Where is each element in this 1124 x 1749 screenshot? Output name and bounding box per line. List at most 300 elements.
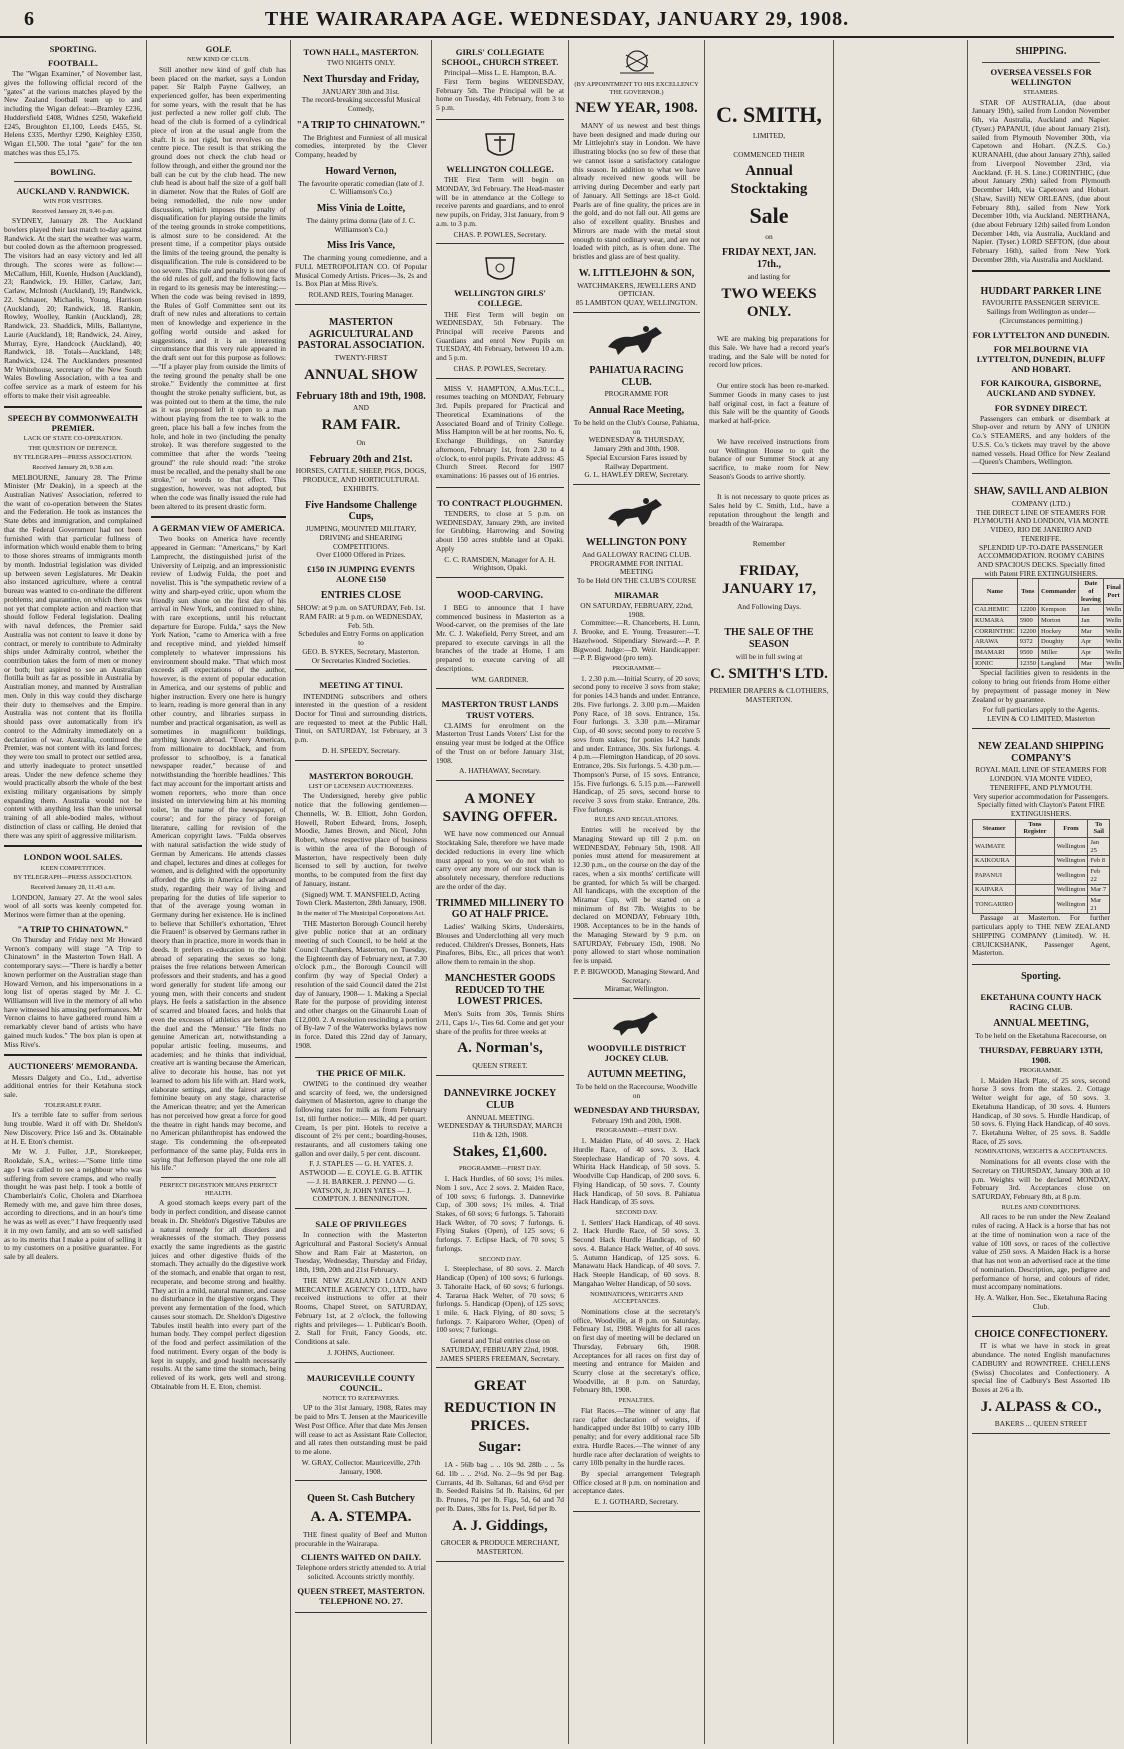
article-subheading: STEAMERS. [1023, 89, 1059, 97]
ad-headline: C. SMITH, [716, 102, 822, 127]
divider [14, 162, 132, 163]
ad-headline: Annual Race Meeting, [588, 405, 685, 417]
ad-text: Passengers can embark or disembark at Shop-over and return by ANY of UNION Co.'s STEAMERS, and any holders of the U.S.S. Co.'s tickets may travel by the above named vessels. Head Office for New Zealand—Queen's Chambers, Wellington. [972, 413, 1110, 467]
ad-text: THE First Term will begin on MONDAY, 3rd February. The Head-master will be in attendance at the College to receive parents and guardians, and to enrol new pupils, on Friday, 31st January, from 9 a.m. to 3 p.m. [436, 175, 564, 228]
table-cell: Morton [1038, 616, 1078, 627]
giddings-grocer-ad [436, 1371, 564, 1561]
table-cell: KAIKOURA [973, 856, 1016, 867]
table-cell: IONIC [973, 658, 1018, 669]
spacer [709, 40, 829, 98]
ad-headline: A. Norman's, [457, 1040, 543, 1057]
table-row [973, 867, 1110, 885]
ad-text: COMMENCED THEIR [733, 149, 805, 159]
ad-text: THURSDAY, FEBRUARY 13TH, 1908. [979, 1044, 1103, 1065]
ad-text: AND [352, 403, 369, 413]
ad-text: Over £1000 Offered in Prizes. [316, 550, 406, 560]
norman-sale-ad [436, 784, 564, 1076]
ad-text: QUEEN STREET. [472, 1061, 528, 1071]
table-header-row [973, 579, 1124, 605]
article-subheading: NEW KIND OF CLUB. [186, 56, 251, 64]
table-header: From [1054, 819, 1088, 837]
ad-text: TENDERS, to close at 5 p.m. on WEDNESDAY, January 29th, are invited for Grubbing, Harrowing and Sowing about 150 acres stubble land at Opaki. Apply [436, 508, 564, 553]
column-2 [147, 40, 290, 1744]
ad-signature: WM. GARDINER. [471, 674, 529, 684]
ad-headline: Stakes, £1,600. [452, 1143, 548, 1160]
ad-text: 1. Hack Hurdles, of 60 sovs; 1½ miles. Nom 1 sov., Acc 2 sovs. 2. Maiden Race, of 100 sovs; 6 furlongs. 3. Dannevirke Cup, of 300 sovs; 1½ miles. 4. Trial Stakes, of 60 sovs; 6 furlongs. 5. Tahoraiti Hack Welter, of 70 sovs; 7 furlongs. 6. Flying Stakes (Open), of 125 sovs; 6 furlongs. 7. Eclipse Hack, of 70 sovs; 5 furlongs. [436, 1174, 564, 1253]
ad-headline: Howard Vernon, [325, 165, 397, 177]
ad-text: The record-breaking successful Musical Comedy, [301, 95, 421, 114]
route-heading: FOR SYDNEY DIRECT. [994, 402, 1088, 413]
table-cell: Mar [1079, 658, 1104, 669]
dateline: BY TELEGRAPH—PRESS ASSOCIATION. [13, 874, 133, 882]
ad-signature: (Signed) WM. T. MANSFIELD, Acting Town Clerk. Masterton, 28th January, 1908. [295, 889, 427, 908]
section-heading: SHIPPING. [1015, 46, 1067, 57]
ad-text: Entries will be received by the Managing Steward up till 2 p.m. on WEDNESDAY, February 5th, 1908. All ponies must attend for measurement at 12.30 p.m., on the course on the day of the races, when a six months' certificate will be granted, for which 5s will be charged. All handicaps, with the exception of the Miramar Cup, will be started on a minimum of 8st 7lb. Weights to be declared on MONDAY, February 10th, 1908. Acceptances to be in the hands of the Managing Steward by 9 p.m. on SATURDAY, February 15th, 1908. No pony allowed to start whose nomination fee is unpaid. [573, 825, 700, 966]
article-subheading: THE QUESTION OF DEFENCE. [28, 444, 118, 452]
ad-text: SPLENDID UP-TO-DATE PASSENGER ACCOMMODATION. ROOMY CABINS AND SPACIOUS DECKS. Specially fitted with Patent FIRE EXTINGUISHERS. [977, 542, 1105, 578]
ad-text: On [356, 437, 366, 447]
table-cell: Jan 25 [1088, 838, 1110, 856]
article-text: Mr W. J. Fuller, J.P., Storekeeper, Rookdale, S.A., writes:—"Some little time ago I was called to see a neighbour who was suffering from severe cramps, and who really thought he was past help. I took a bottle of Chamberlain's Colic, Cholera and Diarrhoea Remedy with me, and gave him three doses, according to directions, and in an hour's time he was as well as ever." I have frequently used it in my own family, and am so well satisfied as to its merits that I make a point of selling it to my customers on a positive guarantee. For sale by all dealers. [4, 1147, 142, 1262]
ad-text: WEDNESDAY & THURSDAY, [588, 435, 685, 445]
ad-text: BAKERS ... QUEEN STREET [994, 1419, 1088, 1429]
section-heading: BOWLING. [50, 166, 96, 177]
ad-text: By special arrangement Telegraph Office closed at 8 p.m. on nomination and acceptance dates. [573, 1468, 700, 1496]
divider [14, 181, 132, 182]
ad-text: JUMPING, MOUNTED MILITARY, DRIVING and SHEARING COMPETITIONS. [305, 524, 417, 551]
ad-text: Our entire stock has been re-marked. Summer Goods in many cases to just half original cost, in fact a feature of this Sale will be the quantity of Goods marked at half-price. [709, 381, 829, 426]
ad-headline: FRIDAY, JANUARY 17, [722, 563, 816, 597]
ad-text: FAVOURITE PASSENGER SERVICE. [982, 298, 1100, 308]
ad-signature: Hy. A. Walker, Hon. Sec., Eketahuna Racing Club. [975, 1293, 1107, 1311]
ad-subheading: SECOND DAY. [479, 1255, 521, 1263]
milk-price-notice [295, 1061, 427, 1209]
ad-headline: Five Handsome Challenge Cups, [305, 499, 417, 523]
table-cell: IMAMARI [973, 648, 1018, 659]
ad-headline: WELLINGTON PONY [585, 537, 688, 549]
ad-headline: DANNEVIRKE JOCKEY CLUB [443, 1087, 557, 1111]
ad-heading: EKETAHUNA COUNTY HACK RACING CLUB. [980, 991, 1102, 1012]
ad-headline: GREAT [473, 1378, 527, 1395]
table-cell: Mar 21 [1088, 896, 1110, 914]
ad-heading: WOODVILLE DISTRICT JOCKEY CLUB. [587, 1043, 686, 1064]
table-header: Commander [1038, 579, 1078, 605]
article-heading: OVERSEA VESSELS FOR WELLINGTON [990, 66, 1092, 87]
ad-text: And GALLOWAY RACING CLUB. [581, 549, 692, 559]
ad-text: (BY APPOINTMENT TO HIS EXCELLENCY THE GOVERNOR.) [574, 81, 699, 96]
article-text: SYDNEY, January 28. The Auckland bowlers played their last match to-day against Randwick. At the start the weather was warm, but cooled down as the afternoon progressed. The visitors had an easy victory and led all through. The scores were as follow:— McCallum, Hill, Kuenle, Hudson (Auckland), 23; Randwick, 19. Hiller, Carlaw, Jarr, Carlaw, McIntosh (Auckland), 19; Randwick, 22. Schnauer, Michaelis, Young, Harrison (Auckland), 20; Randwick, 18. Rankin, Rowley, Woolley, Rankin (Auckland), 28; Randwick, 23. Shaddick, Mills, Ballantyne, Laurie (Auckland), 18; Randwick, 24. Airey, Murray, Eyre, Handcock (Auckland), 40; Randwick, 18. Totals—Auckland, 148; Randwick, 124. The Aucklanders presented Mr Whitehouse, secretary of the New South Wales Bowling Association, with a tea and coffee service as a mark of esteem for his efforts to make their visit agreeable. [4, 216, 142, 400]
ad-heading: WELLINGTON GIRLS' COLLEGE. [454, 288, 546, 309]
coat-of-arms-icon [573, 47, 700, 77]
racehorse-icon [573, 495, 700, 531]
table-cell: Langland [1038, 658, 1078, 669]
table-cell: 5900 [1017, 616, 1038, 627]
ad-text: JANUARY 30th and 31st. [322, 86, 400, 96]
ad-text: WEDNESDAY & THURSDAY, MARCH 11th & 12th, 1908. [437, 1121, 563, 1139]
ad-subheading: SECOND DAY. [615, 1209, 658, 1216]
girls-school-ad [436, 40, 564, 120]
article-text: LONDON, January 27. At the wool sales wool of all sorts was keenly competed for. Merinos were firmer than at the opening. [4, 892, 142, 919]
ad-subheading: NOTICE TO RATEPAYERS. [322, 1394, 400, 1402]
ad-headline: REDUCTION IN PRICES. [443, 1400, 557, 1434]
ad-text: Very superior accommodation for Passengers. Specially fitted with Clayton's Patent FIRE EXTINGUISHERS. [973, 791, 1109, 819]
ad-text: The Undersigned, hereby give public notice that the following gentlemen— Chennells, W. B. Elliott, John Gordon, Howell, Robert Edward, Irons, Joseph, Moodie, James Brown, and Nicol, John Robert, whose respective place of business is within the area of the Borough of Masterton, have respectively been duly licensed to sell by auction, for twelve months, to be computed from the first day of January, instant. [295, 791, 427, 888]
divider [982, 62, 1100, 63]
tinui-meeting-notice [295, 673, 427, 760]
ad-signature: For full particulars apply to the Agents. LEVIN & CO LIMITED, Masterton [982, 705, 1100, 724]
ad-text: Nominations for all events close with the Secretary on THURSDAY, January 30th at 10 p.m. Weights will be declared MONDAY, February 3rd. Acceptances close on SATURDAY, February 8th, at 8 p.m. [972, 1157, 1110, 1202]
divider [4, 406, 142, 408]
ad-headline: MASTERTON AGRICULTURAL AND PASTORAL ASSOCIATION. [297, 316, 425, 352]
ad-text: Men's Suits from 30s, Tennis Shirts 2/11, Caps 1/-, Ties 6d. Come and get your share of the profits for three weeks at [436, 1009, 564, 1036]
table-cell: Mar 7 [1088, 885, 1110, 896]
article-subheading: LACK OF STATE CO-OPERATION. [23, 434, 123, 442]
divider [4, 845, 142, 847]
ad-signature: JAMES SPIERS FREEMAN, Secretary. [440, 1353, 560, 1363]
ad-text: TWENTY-FIRST [334, 353, 388, 363]
article-heading: "A TRIP TO CHINATOWN." [17, 923, 129, 934]
ad-text: CLAIMS for enrolment on the Masterton Trust Lands Voters' List for the ensuing year must be lodged at the Office of the Trust on or before January 31st, 1908. [436, 720, 564, 765]
column-6 [705, 40, 833, 1744]
ad-headline: RAM FAIR. [321, 417, 401, 434]
spacer [709, 549, 829, 559]
ad-text: January 29th and 30th, 1908. [593, 444, 680, 454]
ad-text: It is not necessary to quote prices as Sales held by C. Smith, Ltd., have a reputation throughout the length and breadth of the Wairarapa. [709, 492, 829, 528]
ad-heading: MEETING AT TINUI. [319, 680, 403, 691]
ad-text: Flat Races.—The winner of any flat race (after declaration of weights, if handicapped under 8st 10lb) to carry 10lb penalty; and for every additional race 5lb extra. Hurdle Races.—The winner of any hurdle race after declaration of weights to carry 10lb penalty in the hurdle races. [573, 1405, 700, 1468]
ad-subheading: PROGRAMME— [612, 665, 661, 673]
spacer [709, 611, 829, 621]
butchery-ad [295, 1484, 427, 1613]
ad-heading: MASTERTON BOROUGH. [308, 770, 414, 781]
table-cell: Wellington [1054, 885, 1088, 896]
ad-text: Nominations close at the secretary's office, Woodville, at 8 p.m. on Saturday, February 1st, 1908. Weights for all races on first day of meeting will be declared on Thursday, February 6th, 1908. Acceptances for all races on first day of meeting and entrance for Maiden and Scurry close at the secretary's office, Woodville, at 8 p.m. on Saturday, February 8th, 1908. [573, 1306, 700, 1395]
table-cell: TONGARIRO [973, 896, 1016, 914]
ploughmen-ad [436, 491, 564, 578]
sale-of-privileges-ad [295, 1212, 427, 1362]
table-cell: Welln [1103, 648, 1123, 659]
table-header: Tons Register [1016, 819, 1054, 837]
ad-heading: GIRLS' COLLEGIATE SCHOOL, CHURCH STREET. [441, 47, 559, 68]
ad-headline: Next Thursday and Friday, [303, 73, 419, 85]
ad-text: and lasting for [747, 272, 791, 282]
ad-headline: Miss Iris Vance, [326, 240, 396, 252]
ad-text: The charming young comedienne, and a FULL METROPOLITAN CO. Of Popular Musical Comedy Artists. Prices—3s, 2s and 1s. Box Plan at Miss Rive's. [295, 253, 427, 289]
table-row [973, 896, 1110, 914]
ad-text: The favourite operatic comedian (late of J. C. Williamson's Co.) [298, 178, 424, 197]
town-hall-ad [295, 40, 427, 305]
ad-text: SHOW: at 9 p.m. on SATURDAY, Feb. 1st. [296, 603, 426, 613]
table-header: To Sail [1088, 819, 1110, 837]
article-subheading: TOLERABLE FARE. [44, 1101, 102, 1109]
ad-headline: Sale [749, 202, 789, 228]
table-cell: Wellington [1054, 838, 1088, 856]
nz-shipping-ad [972, 732, 1110, 965]
ad-signature: GEO. B. SYKES, Secretary, Masterton. [302, 646, 420, 656]
table-cell: Welln [1103, 626, 1123, 637]
huddart-parker-ad [972, 277, 1110, 474]
confectionery-ad [972, 1320, 1110, 1435]
ad-text: Special Excursion Fares issued by Railway Department. [586, 452, 687, 471]
ad-text: To be held on the Racecourse, Woodville on [575, 1082, 698, 1100]
ad-headline: February 20th and 21st. [309, 453, 413, 465]
ad-headline: A MONEY SAVING OFFER. [442, 791, 558, 825]
ad-text: 1. Maiden Plate, of 40 sovs. 2. Hack Hurdle Race, of 40 sovs. 3. Hack Steeplechase Handicap of 70 sovs. 4. Whirita Hack Handicap, of 50 sovs. 5. Woodville Cup Handicap, of 200 sovs. 6. Flying Handicap, of 50 sovs. 7. County Hack Handicap, of 50 sovs. 8. Pahiatua Hack Handicap, of 35 sovs. [573, 1136, 700, 1207]
dateline: Received January 28, 11.43 a.m. [30, 883, 116, 891]
table-row [973, 838, 1110, 856]
ad-headline: THE SALE OF THE SEASON [724, 627, 814, 651]
ad-text: MANY of us newest and best things have been designed and made during our Mr Littlejohn's stay in London. We have illustrating blocks (no so few of these that we cannot issue a satisfactory catalogue this season. In addition to what we have already received new goods will be arriving during December and early part of January. All Settings are 18-ct Gold. Pearls are of fine quality, the prices are in the gold, and do not fall out. All gems are also of excellent quality. Brushes and Mirrors are made with the metal stout enough to stand ordinary wear, and are not loaded with pitch, as is often done. The bristles and glass are of best quality. [573, 121, 700, 262]
ad-headline: ENTRIES CLOSE [320, 590, 402, 602]
ad-text: ROYAL MAIL LINE OF STEAMERS FOR LONDON. VIA MONTE VIDEO, TENERIFFE, AND PLYMOUTH. [975, 765, 1107, 792]
ad-signature: CHAS. P. POWLES, Secretary. [453, 363, 547, 373]
ad-text: 1. Settlers' Hack Handicap, of 40 sovs. 2. Hack Hurdle Race, of 50 sovs. 3. Second Hack Hurdle Handicap, of 60 sovs. 4. Balance Hack Welter, of 40 sovs. 5. Autumn Handicap, of 125 sovs. 6. Manawatu Hack Handicap, of 40 sovs. 7. Hack Steeple Handicap, of 60 sovs. 8. Mangahao Welter Handicap, of 50 sovs. [573, 1217, 700, 1288]
table-cell: WAIMATE [973, 838, 1016, 856]
ad-subheading: PENALTIES. [618, 1397, 655, 1405]
ad-text: PREMIER DRAPERS & CLOTHIERS, MASTERTON. [709, 686, 829, 704]
table-row [973, 605, 1124, 616]
ad-subheading: RULES AND REGULATIONS. [594, 816, 679, 824]
ad-heading: TO CONTRACT PLOUGHMEN. [437, 497, 563, 508]
ad-headline: TRIMMED MILLINERY TO GO AT HALF PRICE. [436, 897, 564, 921]
article-text: On Thursday and Friday next Mr Howard Vernon's company will stage "A Trip to Chinatown" in the Masterton Town Hall. A contemporary says:—"There is hardly a better known performer on the Australian stage than Howard Vernon, and his impersonations in a long list of operas staged by Mr J. C. Williamson will live in the memory of all who have witnessed his amusing performances. Mr Vernon claims to have gathered round him a remarkably clever band of artists who have gained much kudos." The box plan is open at Miss Rive's. [4, 934, 142, 1049]
table-row [973, 616, 1124, 627]
music-teacher-ad [436, 382, 564, 488]
ad-subheading: PROGRAMME—FIRST DAY. [459, 1165, 541, 1173]
article-heading: SPEECH BY COMMONWEALTH PREMIER. [7, 412, 139, 433]
article-text: MELBOURNE, January 28. The Prime Minister (Mr Deakin), in a speech at the Australian Natives' Association, referred to the want of co-operation between the States and the Federation. He took as instances the State debts and immigration, and complained that the Federal Government had not been furnished with that particular fullness of information which would enable them to bring to those shores streams of immigrants month by month. Industrial legislation was divided up between seven Legislatures. Mr Deakin also instanced agriculture, where a central bureau was wanted to co-ordinate the different problems; and quarantine, on which there was not yet that complete action and reaction that should follow Federal legislation. Dealing with naval defences, the Premier said Australia was not content to leave it done by contract, or merely to contribute to Admiralty ships under Admiralty control, whether the contribution takes the form of men or money or both; but aspired to see an Australian flotilla built as far as possible in Australia by Australian money, and manned by Australian men. Only in this way could they discharge their duty to themselves and the Empire. Australia was not content that its flotilla should pass over automatically from it's control to the Admiralty immediately on a declaration of war. Australia, continued the Premier, was not content with its land forces; they were too small to protect our settled area, and utterly inadequate to protect unsettled areas. Under the new defence scheme they would practically absorb the whole of the best existing military organisations by simply expanding them. Australia would not be content with anything less than the universal training of all able-bodied males, without distinction of class or calling. He denied that there was any spirit of aggressive militarism. [4, 472, 142, 840]
table-cell: PAPANUI [973, 867, 1016, 885]
table-header: Date of leaving [1079, 579, 1104, 605]
ad-text: I BEG to announce that I have commenced business in Masterton as a Wood-carver, on the premises of the late Mr. C. J. Wakefield, Perry Street, and am prepared to execute carvings in all the branches of the trade at Home, I am prepared to execute carving of all descriptions. [436, 602, 564, 673]
ad-text: 1A - 56lb bag .. .. 10s 9d. 28lb .. .. 5s 6d. 1lb .. .. 2½d. No. 2—9s 9d per Bag. Currants, 4d lb. Sultanas, 6d and 6½d per lb. Seeded Raisins 5d lb. Raisins, 6d per lb. Prunes, 7d per lb. Figs, 5d, 6d and 7d per lb. Dates, 3lbs for 1s. Peel, 6d per lb. [436, 1460, 564, 1513]
ad-text: 85 LAMBTON QUAY, WELLINGTON. [575, 298, 698, 308]
ad-text: Remember [752, 539, 786, 549]
table-row [973, 885, 1110, 896]
column-rule [833, 40, 834, 1744]
ad-text: HORSES, CATTLE, SHEEP, PIGS, DOGS, PRODUCE, AND HORTICULTURAL EXHIBITS. [295, 466, 427, 493]
ad-subheading: PROGRAMME—FIRST DAY. [595, 1127, 678, 1135]
ad-headline: NEW YEAR, 1908. [575, 100, 698, 117]
ad-text: MIRAMAR [614, 589, 659, 600]
ad-subheading: LIST OF LICENSED AUCTIONEERS. [308, 782, 414, 790]
ad-headline: WOOD-CARVING. [456, 590, 544, 602]
divider [161, 1177, 276, 1178]
table-cell: Feb 8 [1088, 856, 1110, 867]
ad-headline: A. A. STEMPA. [310, 1509, 412, 1526]
ad-headline: CHOICE CONFECTIONERY. [974, 1328, 1108, 1340]
ad-text: Special facilities given to residents in the colony to bring out friends from Home either by prepayment of passage money in New Zealand or by guarantee. [972, 668, 1110, 704]
ad-text: THE finest quality of Beef and Mutton procurable in the Wairarapa. [295, 1529, 427, 1548]
ad-text: We have received instructions from our Wellington House to quit the balance of our Summer Stock at any sacrifice, to make room for New Season's Goods to arrive shortly. [709, 436, 829, 481]
ad-text: Schedules and Entry Forms on application to [298, 629, 424, 648]
crest-icon [436, 130, 564, 160]
ad-text: IT is what we have in stock in great abundance. The noted English manufactures CADBURY and ROWNTREE. CHELLENS (Swiss) Chocolates and Confectionery. A special line of Cadbury's Best Assorted 1lb Boxes at 2/6 a lb. [972, 1341, 1110, 1394]
agricultural-show-ad [295, 308, 427, 671]
ad-text: Passage at Masterton. For further particulars apply to THE NEW ZEALAND SHIPPING COMPANY (Limited). W. H. CRUICKSHANK, Passenger Agent, Masterton. [972, 913, 1110, 958]
ad-headline: PAHIATUA RACING CLUB. [589, 364, 684, 388]
ad-text: PROGRAMME FOR INITIAL MEETING [590, 558, 683, 577]
table-header-row [973, 819, 1110, 837]
table-cell [1016, 856, 1054, 867]
route-heading: FOR KAIKOURA, GISBORNE, AUCKLAND AND SYDNEY. [980, 378, 1102, 399]
ad-headline: AUTUMN MEETING, [587, 1069, 686, 1081]
ad-text: ON SATURDAY, FEBRUARY, 22nd, 1908. [580, 600, 693, 619]
ad-text: 1. 2.30 p.m.—Initial Scurry, of 20 sovs; second pony to receive 3 sovs from stake; for ponies 14.3 hands and under. Entrance, 20s. Five furlongs. 2. 3.00 p.m.—Maiden Pony Race, of 18 sovs. Entrance, 15s. Four furlongs. 3. 3.30 p.m.—Miramar Cup, of 40 sovs; second pony to receive 5 sovs from stakes; for ponies 14.2 hands and under. Entrance, 30s. Six furlongs. 4. 4 p.m.—Flemington Handicap, of 20 sovs. Entrance, 20s. Six furlongs. 5. 4.30 p.m.—Thompson's Purse, of 15 sovs. Entrance, 15s. Five furlongs. 6. 5.15 p.m.—Farewell Handicap, of 25 sovs, second horse to receive 3 sovs from stake. Entrance, 20s. Five furlongs. [573, 673, 700, 814]
column-4 [432, 40, 568, 1744]
ad-text: And Following Days. [737, 601, 801, 611]
ad-text: PROGRAMME FOR [604, 389, 669, 399]
ad-text: WATCHMAKERS, JEWELLERS AND OPTICIAN. [577, 280, 696, 299]
article-text: It's a terrible fate to suffer from serious lung trouble. Ward it off with Dr. Sheldon's New Discovery. Price 1s6 and 3s. Obtainable at H. E. Eton's chemist. [4, 1110, 142, 1146]
table-cell: 12200 [1017, 626, 1038, 637]
table-cell: CALHEMIC [973, 605, 1018, 616]
ad-headline: J. ALPASS & CO., [980, 1398, 1102, 1415]
article-text: The "Wigan Examiner," of November last, gives the following official record of the "gates" at the various matches played by the New Zealand football team up to and including the Wigan defeat:—Bramley £236, Huddersfield £408, Widnes £250, Wakefield £245, Broughton £1,100, Leeds £455, St. Helens £335, Merthyr £290, Keighley £350, Wigan £1,500. The total "gate" for the ten matches was thus £5,175. [4, 69, 142, 157]
ad-signature: G. L. HAWLEY DREW, Secretary. [584, 470, 689, 480]
ad-headline: ANNUAL SHOW [304, 367, 418, 383]
ad-text: Or Secretaries Kindred Societies. [311, 655, 411, 665]
ad-signature: W. GRAY, Collector. Mauriceville, 27th January, 1908. [301, 1457, 421, 1476]
ad-headline: TWO WEEKS ONLY. [721, 285, 817, 320]
divider [4, 1054, 142, 1056]
ad-text: The Brightest and Funniest of all musical comedies, interpreted by the Clever Company, headed by [295, 132, 427, 160]
ad-headline: Sugar: [478, 1439, 522, 1456]
ad-headline: A. J. Giddings, [452, 1517, 548, 1534]
route-heading: FOR LYTTELTON AND DUNEDIN. [972, 329, 1110, 340]
table-row [973, 626, 1124, 637]
wellington-girls-college-ad [436, 247, 564, 378]
divider [151, 516, 286, 518]
table-header: Steamer [973, 819, 1016, 837]
article-text: A good stomach keeps every part of the body in perfect condition, and disease cannot break in. Dr. Sheldon's Digestive Tabules are a natural remedy for all disorders and weaknesses of the stomach. They possess exactly the same ingredients as the gastric juices and other digestive fluids of the stomach. They actually do the digestive work of the stomach, and enable that organ to rest, recuperate, and become strong and healthy. They act in a mild, natural manner, and cause no disturbance in the digestive organs. They prevent any fermentation of the food, which causes sour stomach. Dr. Sheldon's Digestive Tabules instil health into every part of the human body. They compel perfect digestion of the food and perfect assimilation of the food nutriment. Every organ of the body is kept in supply, and good health necessarily results. At the same time the stomach, being relieved of its work, gets well and strong. Obtainable from H. E. Eton, chemist. [151, 1198, 286, 1391]
ad-text: 1. Maiden Hack Plate, of 25 sovs, second horse 3 sovs from the stakes. 2. Cottage Welter weight for age, of 50 sovs. 3. Eketahuna Handicap, of 30 sovs. 4. Hunters Handicap, of 30 sovs. 5. Hurdle Handicap, of 50 sovs. 6. Flying Hack Handicap, of 40 sovs. 7. Eketahuna Welter, of 25 sovs. 8. Saddle Race, of 25 sovs. [972, 1075, 1110, 1146]
article-heading: AUCKLAND V. RANDWICK. [16, 185, 130, 196]
table-cell: KUMARA [973, 616, 1018, 627]
table-cell: Wellington [1054, 896, 1088, 914]
ad-text: Principal—Miss L. E. Hampton, B.A. [444, 68, 556, 78]
ad-headline: HUDDART PARKER LINE [980, 285, 1102, 297]
ad-heading: MAURICEVILLE COUNTY COUNCIL. [306, 1372, 416, 1393]
ad-text: THE DIRECT LINE OF STEAMERS FOR PLYMOUTH AND LONDON, VIA MONTE VIDEO, RIO DE JANEIRO AND TENERIFFE. [973, 507, 1109, 543]
table-header: Final Port [1103, 579, 1123, 605]
ad-headline: NEW ZEALAND SHIPPING COMPANY'S [978, 740, 1104, 764]
ad-subheading: In the matter of The Municipal Corporations Act. [296, 910, 426, 918]
ad-text: £150 IN JUMPING EVENTS ALONE £150 [307, 564, 415, 585]
ad-signature: D. H. SPEEDY, Secretary. [321, 745, 400, 755]
ad-signature: F. J. STAPLES — G. H. YATES. J. ASTWOOD — E. COYLE. G. B. ATTIK — J. H. BARKER. J. PENNO — G. WATSON, Jr. JOHN YATES — J. COMPTON. J. BENNINGTON. [299, 1159, 423, 1204]
ad-signature: J. JOHNS, Auctioneer. [327, 1347, 395, 1357]
ad-signature: E. J. GOTHARD, Secretary. [594, 1497, 679, 1507]
ad-text: UP to the 31st January, 1908, Rates may be paid to Mrs T. Jensen at the Mauriceville West Post Office. After that date Mrs Jensen will cease to act as Assistant Rate Collector, and all rates then outstanding must be paid to me alone. [295, 1403, 427, 1457]
woodville-jockey-club-ad [573, 1002, 700, 1512]
wellington-college-ad [436, 123, 564, 244]
ad-heading: MASTERTON TRUST LANDS TRUST VOTERS. [441, 699, 559, 720]
ad-text: In connection with the Masterton Agricultural and Pastoral Society's Annual Show and Ram Fair at Masterton, on Tuesday, Wednesday, Thursday and Friday, 18th, 19th, 20th and 21st February. [295, 1230, 427, 1275]
ad-headline: C. SMITH'S LTD. [710, 665, 828, 682]
column-1 [0, 40, 146, 1744]
ad-text: MISS V. HAMPTON, A.Mus.T.C.L., resumes teaching on MONDAY, February 3rd. Pupils prepared for Practical and Theoretical Examinations of the Associated Board and of Trinity College. Miss Hampton will be at her rooms, No. 6, Exchange Buildings, on Saturday afternoon, February 1st, from 2.30 to 4 o'clock, to enrol pupils. Private address: 45 Church Street. Record for 1907 examinations: 16 passes out of 16 entries. [436, 383, 564, 480]
column-7 [968, 40, 1122, 1744]
table-row [973, 637, 1124, 648]
table-cell: KAIPARA [973, 885, 1016, 896]
article-text: Messrs Dalgety and Co., Ltd., advertise additional entries for their Ketahuna stock sale. [4, 1072, 142, 1099]
route-heading: FOR MELBOURNE VIA LYTTELTON, DUNEDIN, BLUFF AND HOBART. [976, 343, 1106, 375]
ad-text: The dainty prima donna (late of J. C. Williamson's Co.) [306, 215, 416, 234]
table-row [973, 658, 1124, 669]
article-subheading: WIN FOR VISITORS. [43, 197, 103, 205]
ad-text: COMPANY (LTD.) [1011, 498, 1071, 508]
table-cell [1016, 838, 1054, 856]
table-cell: Miller [1038, 648, 1078, 659]
divider [972, 270, 1110, 272]
article-text: STAR OF AUSTRALIA, (due about January 19th), sailed from London November 6th, via Australia, Auckland and Napier. (Tyser.) PAPANUI, (due about January 21st), sailed from Plymouth November 30th, via Capetown and Hobart. (N.Z.S. Co.) KURANAHI, (due about January 27th), sailed from Liverpool November 23rd, via Auckland. (F. H. S. Line.) CORINTHIC, (due about January 29th) sailed from Plymouth December 14th, via Capetown and Hobart. (Shaw, Savill) NEW ORLEANS, (due about February 8th), sailed from New York December 10th, via Auckland. NERTHANA, (due about February 12th) sailed from London December 14th, via Australia, Auckland and Napier. (Tyser.) LORD SEFTON, (due about February 16th), sailed from New York December 28th, via Australia and Auckland. [972, 97, 1110, 264]
ad-headline: "A TRIP TO CHINATOWN." [296, 119, 426, 131]
racehorse-icon [573, 323, 700, 359]
table-cell: Kempson [1038, 605, 1078, 616]
ad-text: To be held on the Club's Course, Pahiatua, on [573, 417, 700, 436]
section-heading: SPORTING. [49, 44, 97, 54]
table-cell: Welln [1103, 637, 1123, 648]
crest-icon [436, 254, 564, 284]
table-cell: Wellington [1054, 867, 1088, 885]
table-cell: Jan [1079, 616, 1104, 627]
ad-heading: THE PRICE OF MILK. [316, 1067, 406, 1078]
column-3 [291, 40, 431, 1744]
ad-text: To be held on the Eketahuna Racecourse, on [975, 1030, 1107, 1040]
table-row [973, 856, 1110, 867]
ad-text: WE have now commenced our Annual Stocktaking Sale, therefore we have made decided reductions in every line which must appeal to you, we do not wish to carry over any more of our stock than is absolutely necessary, therefore reductions are the order of the day. [436, 829, 564, 891]
ad-headline: Miss Vinia de Loitte, [316, 203, 406, 215]
ad-text: will be in full swing at [735, 651, 803, 661]
ad-text: 1. Steeplechase, of 80 sovs. 2. March Handicap (Open) of 100 sovs; 6 furlongs. 3. Tahoraite Hack, of 60 sovs; 6 furlongs. 4. Tararua Hack Welter, of 70 sovs; 6 furlongs. 5. Handicap (Open), of 125 sovs; 1 mile. 6. Hack Flying, of 80 sovs; 5 furlongs. 7. Kaiparoro Welter, (Open) of 100 sovs; 7 furlongs. [436, 1264, 564, 1335]
article-heading: AUCTIONEERS' MEMORANDA. [8, 1061, 138, 1072]
table-cell: Welln [1103, 605, 1123, 616]
masthead [0, 0, 1114, 38]
ad-subheading: RULES AND CONDITIONS. [1001, 1203, 1081, 1211]
ad-text: on [765, 231, 773, 241]
ad-headline: W. LITTLEJOHN & SON, [578, 267, 695, 279]
table-cell [1016, 885, 1054, 896]
ad-text: OWING to the continued dry weather and scarcity of feed, we, the undersigned dairymen of Masterton, agree to change the following rates for milk as from February 1st, till further notice:— Milk, 4d per quart. Cream, 1s per pint. Hotels to receive a discount of 2½ per cent.; boarding-houses, restaurants, and all customers taking one gallon and over daily, 5 per cent. discount. [295, 1078, 427, 1158]
table-header: Name [973, 579, 1018, 605]
ad-heading: SALE OF PRIVILEGES [315, 1219, 407, 1230]
article-heading: LONDON WOOL SALES. [23, 852, 123, 863]
ad-text: To be Held ON THE CLUB'S COURSE [576, 576, 697, 586]
article-text: Two books on America have recently appeared in German: "Americans," by Karl Lamprecht, the distinguished jurist of the University of Leipzig, and an impressionistic review of Ludwig Fulda, the poet and novelist. This is "the sympathetic review of a witty and sharp-eyed critic, upon whom the friendly sun shone on the first day of his arrival in New York, and continued to shine, with rare exceptions, until his reluctant departure for Europe. Fulda," says the New York Nation, "came to America with a free and receptive mind, and yielded himself completely to whatever impressions his environment should make. "That which most exceeds all expectations of the author, however, is the extent of popular education in America, and our systems of public and higher instruction. Every one here is hungry to learn, reading is more general than in any other country, and libraries surpass in number and practical organisation, as well as sometimes in magnificent buildings, anything known abroad. "Every American, from millionaire to dockblack, and from professor to schoolboy, is a fanatical newspaper reader," because of and notwithstanding the 'horrible headlines.' This fact may account for the important artists and women reporters, who more than once insisted on interviewing him at his morning toilet, 'in the name of the newspaper, of course'; and for the piracy of foreign literature, calling for revision of the American copyright laws. "Fulda observes with natural satisfaction the wide study of German by Americans. He attends classes and chapel, lectures and dines at colleges for women, and is delighted with the opportunity afforded the girls in America for advanced study, regarding their way of living and preparing for the duties of life superior to that of the average young woman in Germany during her existence. He is inclined to believe that Schiller's exhortation, 'Ehret die Frauen!' is observed by Germans rather in theory than in practice, more in words than in deeds. It prefers co-education to the habit abroad of separating the sexes so long, praises the free relations between American professors and their students, and has a good word generally for student life among our young men, with their concerts and student plays. He feels a satisfaction in the absence of scarred and bloated faces, and holds that even the excesses of athletics are better than the duel and the 'Mensur.' "He finds no genuine American art, notwithstanding a popular artistic feeling, museums, and academies; and he thinks that individual, creative art is wanting because the American, alive to decorate his house, has not yet learned to adorn his life with art. Hard work, elaborate settings, and the fairest array of feminine beauty on any stage, characterise the American theatre; and yet the American has not perceived how great a force for good the theatre in right hands may become, and no American philanthropist has endowed the stage. Tis condemning the oft-repeated performance of the same play, Fulda errs in saying that Jefferson played the one role all his life." [151, 534, 286, 1173]
page-title: THE WAIRARAPA AGE. WEDNESDAY, JANUARY 29, 1908. [264, 8, 850, 30]
eketahuna-racing-ad [972, 985, 1110, 1317]
ad-text: GROCER & PRODUCE MERCHANT, MASTERTON. [440, 1538, 560, 1556]
ad-text: First Term begins WEDNESDAY, February 5th. The Principal will be at home on Tuesday, 4th February, from 3 to 5 p.m. [436, 77, 564, 113]
ad-text: All races to be run under the New Zealand rules of racing. A Hack is a horse that has not at the time of nomination won a race of the value of 100 sovs, or races of the collective value of 250 sovs. A Maiden Hack is a horse that has not won an advertised race at the time of nomination. Description, age, pedigree and performance of horse, and colours of rider, must accompany nominations. [972, 1212, 1110, 1292]
ad-signature: A. HATHAWAY, Secretary. [459, 766, 541, 776]
page-number: 6 [24, 8, 34, 30]
ad-text: Sailings from Wellington as under— (Circumstances permitting.) [986, 307, 1096, 325]
table-header: Tons [1017, 579, 1038, 605]
table-cell [1016, 867, 1054, 885]
dateline: BY TELEGRAPH—PRESS ASSOCIATION. [13, 454, 133, 462]
table-cell: ARAWA [973, 637, 1018, 648]
section-heading: Sporting. [1021, 971, 1061, 983]
table-cell: Apr [1079, 637, 1104, 648]
ad-text: Committee:—R. Chanceberts, H. Lunn, J. Brooke, and E. Young. Treasurer:—T. Hazelwood. Stipendiary Steward:—P. P. Bigwood. Judge:—D. Weir. Handicapper:—P. P. Bigwood (pro tem). [573, 618, 700, 663]
ad-headline: FRIDAY NEXT, JAN. 17th., [721, 247, 817, 271]
ad-text: ANNUAL MEETING. [466, 1112, 534, 1122]
wood-carving-ad [436, 581, 564, 689]
dateline: Received January 28, 9.46 p.m. [32, 207, 114, 215]
table-cell: Welln [1103, 616, 1123, 627]
